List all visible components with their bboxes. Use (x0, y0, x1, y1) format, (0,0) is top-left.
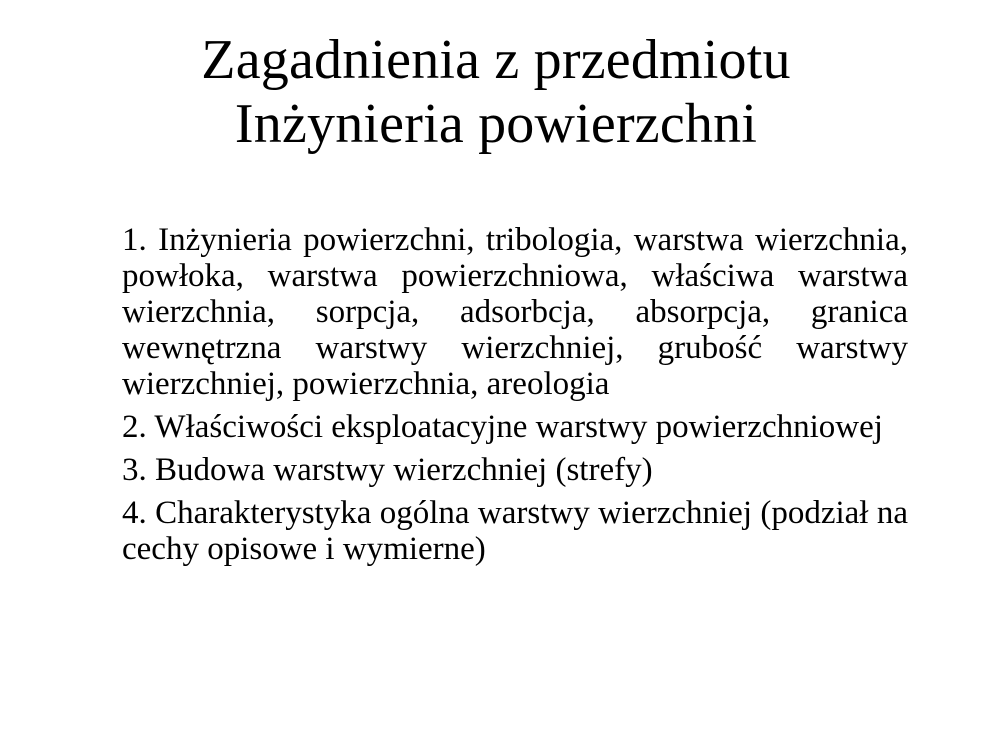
topic-item-3: 3. Budowa warstwy wierzchniej (strefy) (122, 452, 653, 488)
topic-item-4: 4. Charakterystyka ogólna warstwy wierzchniej (podział na cechy opisowe i wymierne) (122, 495, 908, 567)
title-line-2: Inżynieria powierzchni (234, 93, 758, 155)
slide-title (0, 28, 992, 156)
topic-item-1: 1. Inżynieria powierzchni, tribologia, warstwa wierzchnia, powłoka, warstwa powierzchniowa, właściwa warstwa wierzchnia, sorpcja, adsorbcja, absorpcja, granica wewnętrzna warstwy wierzchniej, grubość warstwy wierzchniej, powierzchnia, areologia (122, 222, 908, 402)
topics-list (122, 222, 908, 574)
title-line-1: Zagadnienia z przedmiotu (201, 29, 791, 91)
topic-item-2: 2. Właściwości eksploatacyjne warstwy powierzchniowej (122, 409, 883, 445)
